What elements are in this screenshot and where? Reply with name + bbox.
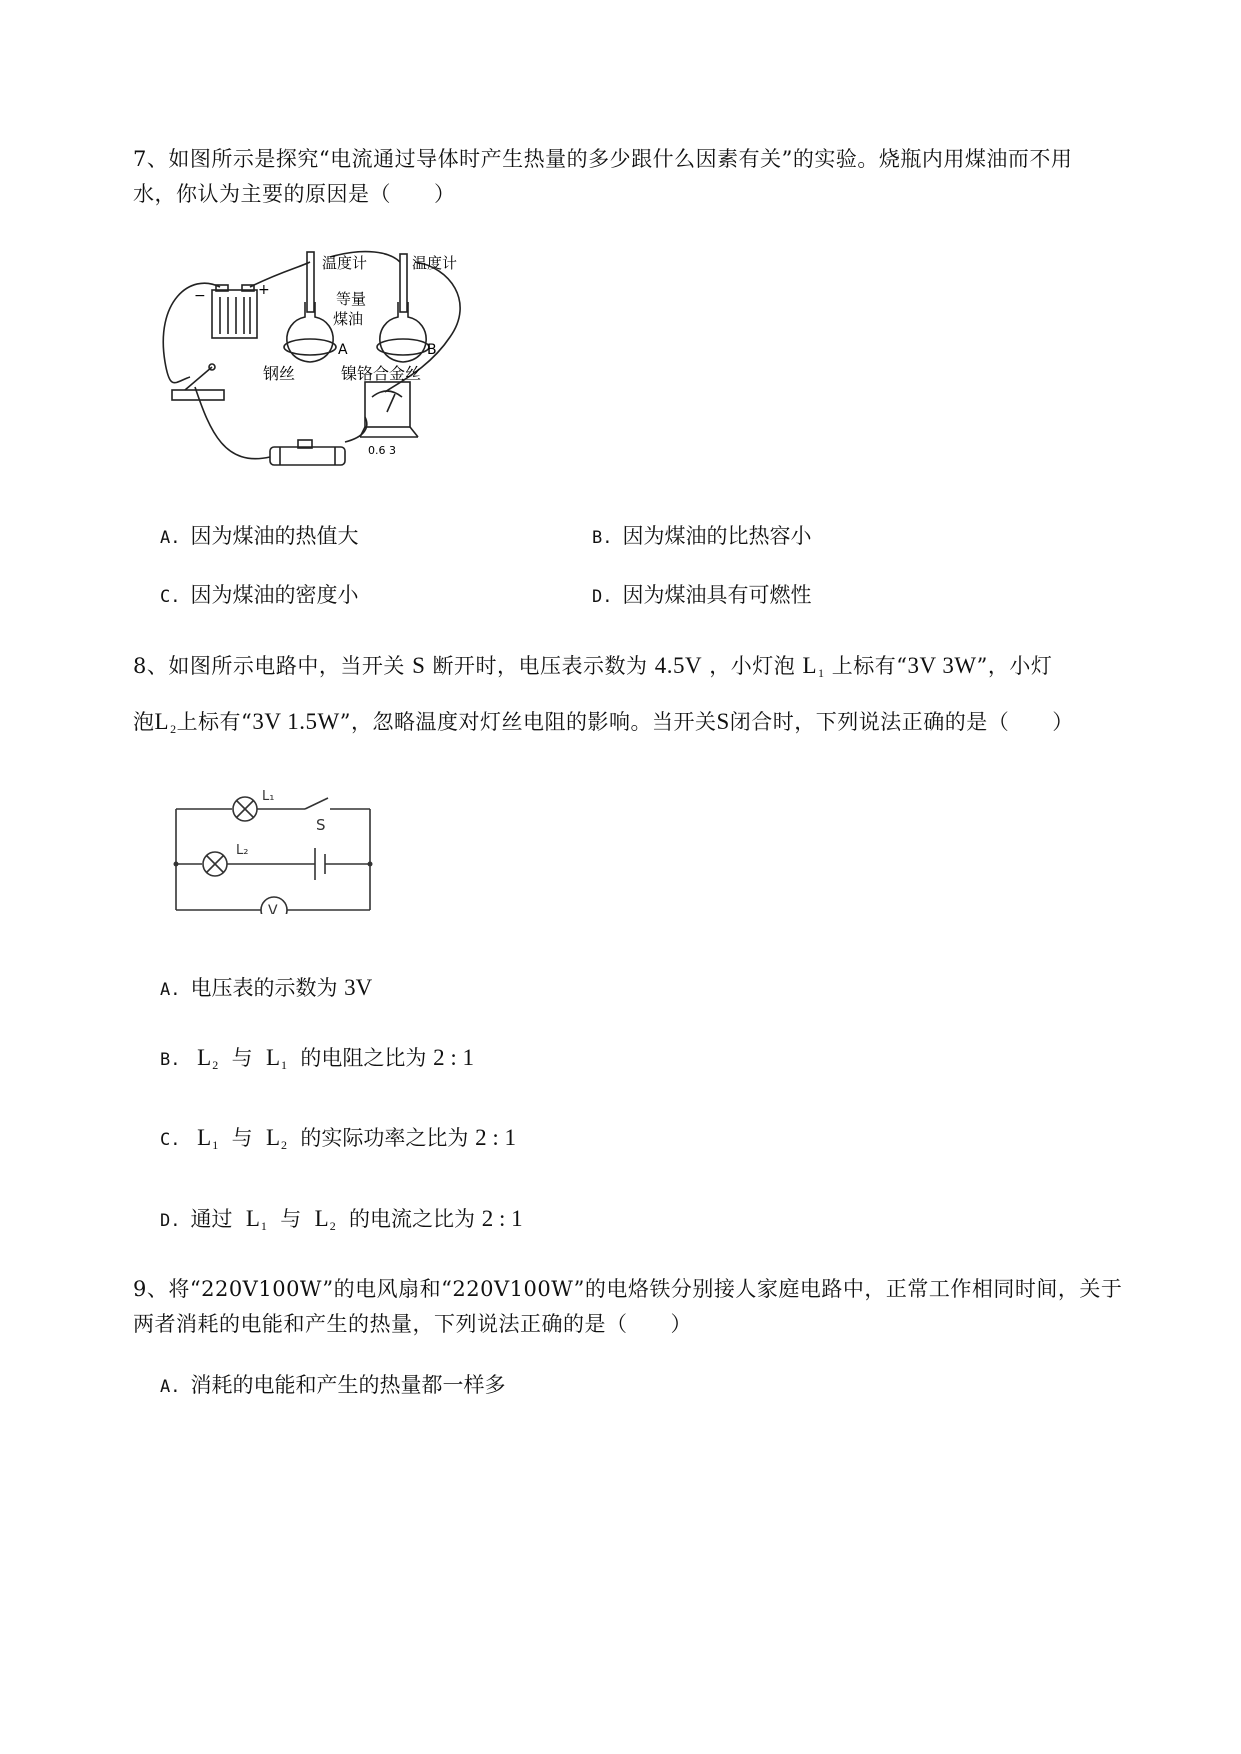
option-ratio: 2 : 1 — [481, 1206, 523, 1231]
q8-stem-line2 — [133, 706, 1074, 737]
q8-option-a[interactable] — [160, 972, 372, 1002]
text-run: ”，忽略温度对灯丝电阻的影响。当开关 — [339, 710, 717, 734]
lamp-letter: L — [154, 709, 170, 734]
voltage-value: 4.5V — [654, 653, 703, 678]
q7-stem-line2: 水，你认为主要的原因是（ ） — [133, 182, 456, 206]
lamp-rating: 3V 3W — [907, 653, 977, 678]
q8-option-b[interactable] — [160, 1042, 474, 1073]
lamp-symbol — [197, 1125, 218, 1150]
q8-option-d[interactable] — [160, 1203, 523, 1234]
q7-label-kerosene: 煤油 — [333, 310, 364, 328]
option-key: A. — [160, 1377, 181, 1397]
q8-label-l2: L₂ — [236, 843, 249, 858]
lamp-subscript: 1 — [260, 1219, 267, 1233]
lamp-letter: L — [197, 1125, 212, 1150]
q8-circuit-figure — [170, 782, 380, 914]
lamp-subscript: 2 — [329, 1219, 336, 1233]
q7-label-steel: 钢丝 — [263, 364, 296, 383]
option-key: A. — [160, 980, 181, 1000]
junction-dot — [368, 862, 373, 867]
option-text: 因为煤油的密度小 — [190, 583, 359, 607]
q9-stem-line1: 9、将“220V100W”的电风扇和“220V100W”的电烙铁分别接人家庭电路中，正常工作相同时间，关于 — [133, 1277, 1123, 1301]
lamp-symbol — [155, 709, 177, 734]
text-run: 与 — [231, 1126, 253, 1150]
option-key: D. — [160, 1211, 181, 1231]
option-text: 因为煤油具有可燃性 — [622, 583, 812, 607]
q7-option-b[interactable] — [592, 520, 811, 550]
option-text: 的电流之比为 — [349, 1207, 476, 1231]
option-key: D. — [592, 587, 613, 607]
text-run: 上标有“ — [176, 710, 253, 734]
option-text: 电压表的示数为 — [190, 976, 338, 1000]
lamp-letter: L — [314, 1206, 329, 1231]
option-key: B. — [160, 1050, 181, 1070]
q7-stem-line1: 7、如图所示是探究“电流通过导体时产生热量的多少跟什么因素有关”的实验。烧瓶内用煤油而不用 — [133, 147, 1073, 171]
option-text: 的实际功率之比为 — [300, 1126, 469, 1150]
lamp-symbol — [246, 1206, 267, 1231]
lamp-letter: L — [265, 1045, 281, 1070]
lamp-subscript: 2 — [281, 1138, 288, 1152]
lamp-subscript: 1 — [818, 666, 825, 680]
q7-label-b: B — [427, 342, 437, 358]
text-run: 与 — [231, 1046, 253, 1070]
junction-dot — [174, 862, 179, 867]
q7-label-nichrome: 镍铬合金丝 — [341, 364, 422, 383]
text-run: ，小灯泡 — [709, 654, 796, 678]
lamp-subscript: 2 — [212, 1058, 219, 1072]
q7-label-a: A — [338, 342, 348, 358]
option-key: A. — [160, 528, 181, 548]
lamp-subscript: 1 — [281, 1058, 288, 1072]
q7-label-ammeter-terminals: 0.6 3 — [368, 444, 396, 457]
lamp-symbol — [802, 653, 824, 678]
text-run: 断开时，电压表示数为 — [432, 654, 648, 678]
lamp-rating: 3V 1.5W — [252, 709, 340, 734]
switch-symbol: S — [716, 709, 730, 734]
option-text: 因为煤油的热值大 — [190, 524, 359, 548]
text-run: 上标有“ — [831, 654, 908, 678]
q7-label-plus: + — [258, 282, 270, 298]
text-run: 闭合时，下列说法正确的是（ ） — [729, 710, 1074, 734]
option-text: 因为煤油的比热容小 — [622, 524, 812, 548]
text-run: 8、如图所示电路中，当开关 — [133, 654, 405, 678]
lamp-symbol — [266, 1125, 287, 1150]
lamp-symbol — [315, 1206, 336, 1231]
text-run: 与 — [280, 1207, 302, 1231]
q7-option-c[interactable] — [160, 579, 358, 609]
option-text: 的电阻之比为 — [300, 1046, 427, 1070]
text-run: 泡 — [133, 710, 155, 734]
q7-label-equal: 等量 — [336, 290, 367, 308]
q8-label-l1: L₁ — [262, 789, 275, 804]
switch-symbol: S — [412, 653, 426, 678]
option-ratio: 2 : 1 — [475, 1125, 516, 1150]
lamp-letter: L — [265, 1125, 281, 1150]
lamp-letter: L — [802, 653, 818, 678]
option-key: C. — [160, 587, 181, 607]
option-key: B. — [592, 528, 613, 548]
q7-option-a[interactable] — [160, 520, 358, 550]
q9-option-a[interactable] — [160, 1369, 505, 1399]
lamp-symbol — [197, 1045, 218, 1070]
q7-label-thermo-right: 温度计 — [412, 254, 458, 272]
q9-stem-line2: 两者消耗的电能和产生的热量，下列说法正确的是（ ） — [133, 1312, 692, 1336]
option-ratio: 2 : 1 — [433, 1045, 474, 1070]
q7-label-minus: − — [194, 288, 206, 304]
q7-option-d[interactable] — [592, 579, 811, 609]
q7-experiment-figure — [150, 242, 480, 492]
text-run: ”，小灯 — [976, 654, 1053, 678]
q8-option-c[interactable] — [160, 1122, 516, 1153]
lamp-subscript: 2 — [170, 722, 177, 736]
q8-label-v: V — [268, 903, 278, 914]
q8-label-s: S — [316, 816, 326, 834]
option-value: 3V — [344, 975, 373, 1000]
lamp-letter: L — [197, 1045, 212, 1070]
option-text: 消耗的电能和产生的热量都一样多 — [190, 1373, 506, 1397]
text-run: 通过 — [190, 1207, 233, 1231]
lamp-letter: L — [245, 1206, 260, 1231]
lamp-subscript: 1 — [212, 1138, 219, 1152]
q8-stem-line1 — [133, 650, 1052, 681]
q7-label-thermo-left: 温度计 — [322, 254, 368, 272]
lamp-symbol — [266, 1045, 287, 1070]
option-key: C. — [160, 1130, 181, 1150]
